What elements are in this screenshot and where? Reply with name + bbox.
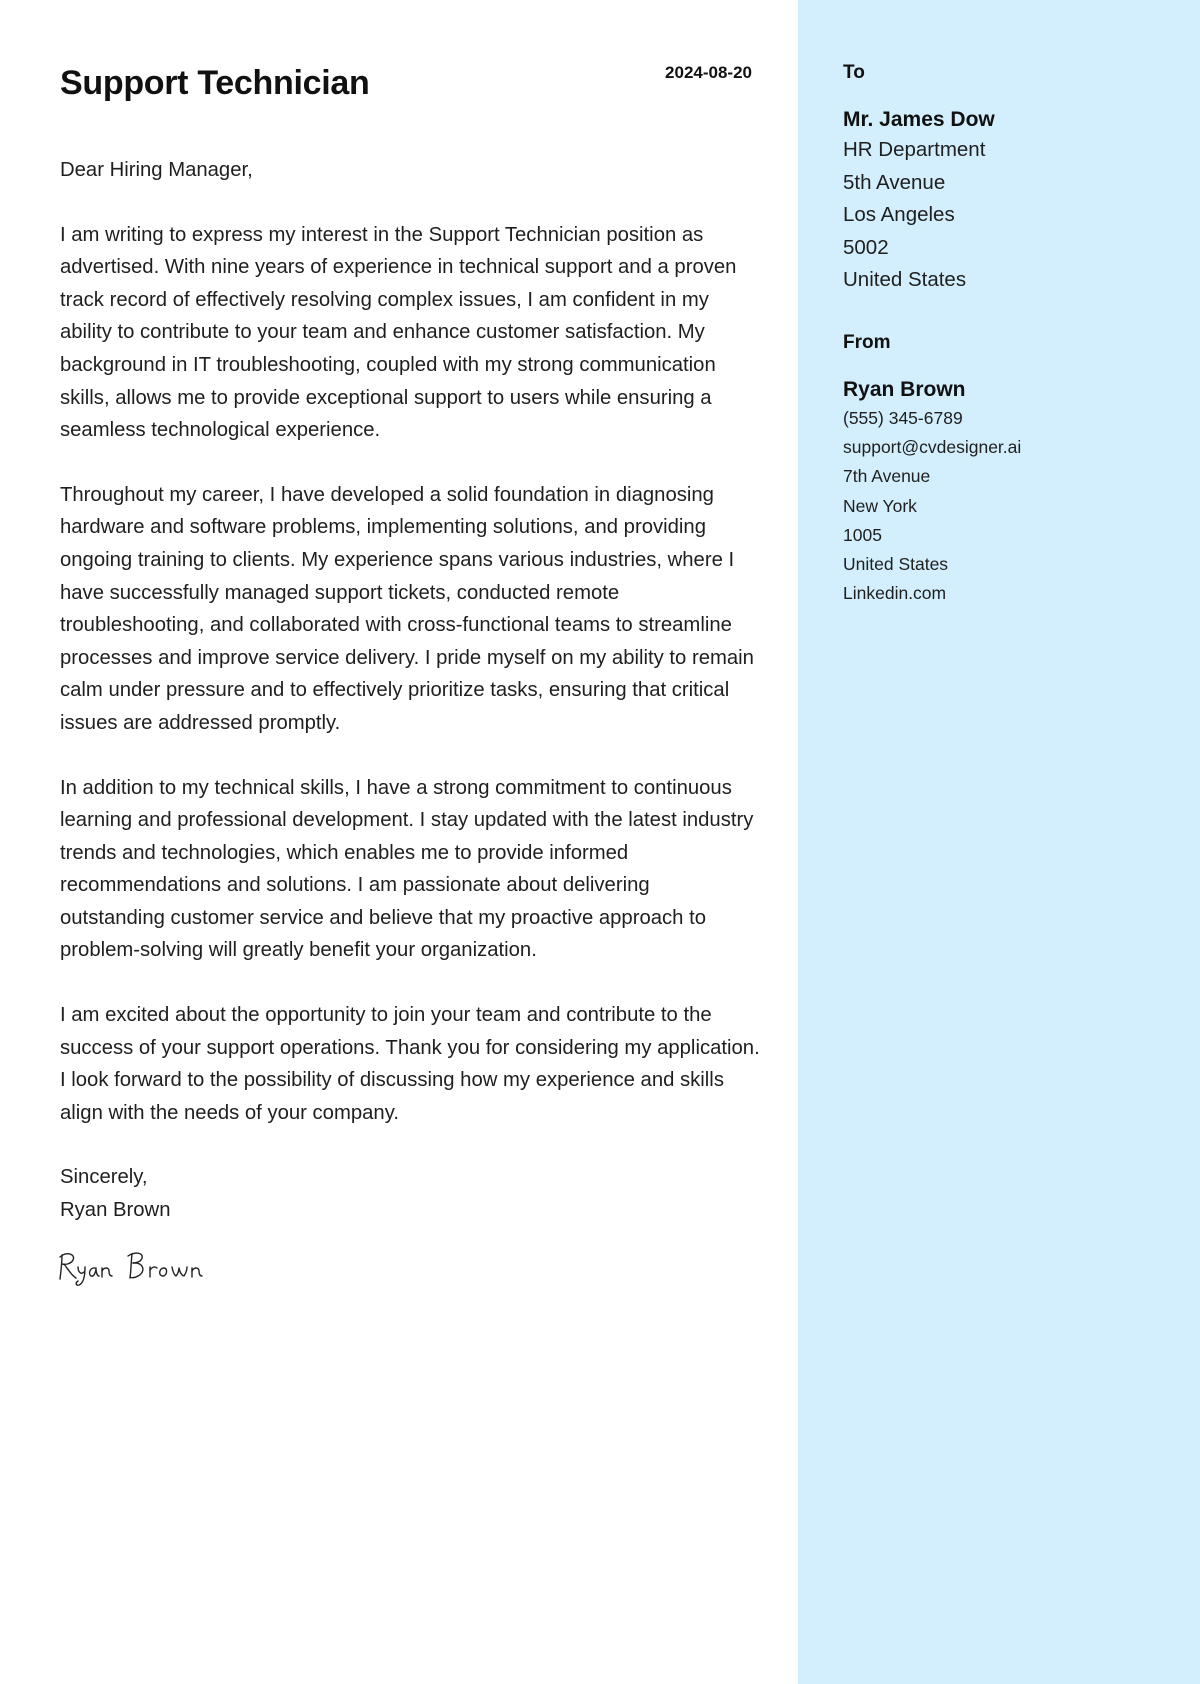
recipient-name: Mr. James Dow xyxy=(843,108,995,131)
letter-greeting: Dear Hiring Manager, xyxy=(60,159,253,181)
letter-paragraph-2: Throughout my career, I have developed a solid foundation in diagnosing hardware and software problems, implementing solutions, and providing ongoing training to clients. My experience spans various industries, where I have successfully managed support tickets, conducted remote troubleshooting, and collaborated with cross-functional teams to streamline processes and improve service delivery. I pride myself on my ability to remain calm under pressure and to effectively prioritize tasks, ensuring that critical issues are addressed promptly. xyxy=(60,483,754,734)
recipient-city: Los Angeles xyxy=(843,203,955,227)
sender-contact-details xyxy=(843,404,1163,608)
sender-country: United States xyxy=(843,554,949,575)
recipient-street: 5th Avenue xyxy=(843,170,946,194)
sender-block xyxy=(843,332,1163,608)
sender-website: Linkedin.com xyxy=(843,583,947,604)
letter-body xyxy=(60,154,760,1227)
recipient-postal-code: 5002 xyxy=(843,235,889,259)
recipient-department: HR Department xyxy=(843,138,986,161)
recipient-block xyxy=(843,62,1163,297)
document-title: Support Technician xyxy=(60,64,370,102)
letter-paragraph-4: I am excited about the opportunity to join your team and contribute to the success of your support operations. Thank you for considering my application. I look forward to the possibility of discussing how my experience and skills align with the needs of your company. xyxy=(60,1004,760,1124)
sender-phone: (555) 345-6789 xyxy=(843,408,963,428)
recipient-country: United States xyxy=(843,268,967,292)
sender-city: New York xyxy=(843,495,917,516)
letter-paragraph-3: In addition to my technical skills, I have a strong commitment to continuous learning and professional development. I stay updated with the latest industry trends and technologies, which enables me to provide informed recommendations and solutions. I am passionate about delivering outstanding customer service and believe that my proactive approach to problem-solving will greatly benefit your organization. xyxy=(60,776,754,962)
sender-email: support@cvdesigner.ai xyxy=(843,437,1022,458)
sender-street: 7th Avenue xyxy=(843,466,931,487)
recipient-address xyxy=(843,134,1163,297)
sender-heading: From xyxy=(843,332,891,353)
sender-postal-code: 1005 xyxy=(843,524,882,545)
letter-paragraph-1: I am writing to express my interest in the Support Technician position as advertised. With nine years of experience in technical support and a proven track record of effectively resolving complex issues, I am confident in my ability to contribute to your team and enhance customer satisfaction. My background in IT troubleshooting, coupled with my strong communication skills, allows me to provide exceptional support to users while ensuring a seamless technological experience. xyxy=(60,223,737,442)
letter-closing: Sincerely, xyxy=(60,1166,148,1189)
letter-date: 2024-08-20 xyxy=(665,63,752,82)
letter-sender-name: Ryan Brown xyxy=(60,1199,171,1222)
recipient-heading: To xyxy=(843,62,865,83)
handwritten-signature xyxy=(56,1247,216,1287)
sender-name: Ryan Brown xyxy=(843,378,966,401)
